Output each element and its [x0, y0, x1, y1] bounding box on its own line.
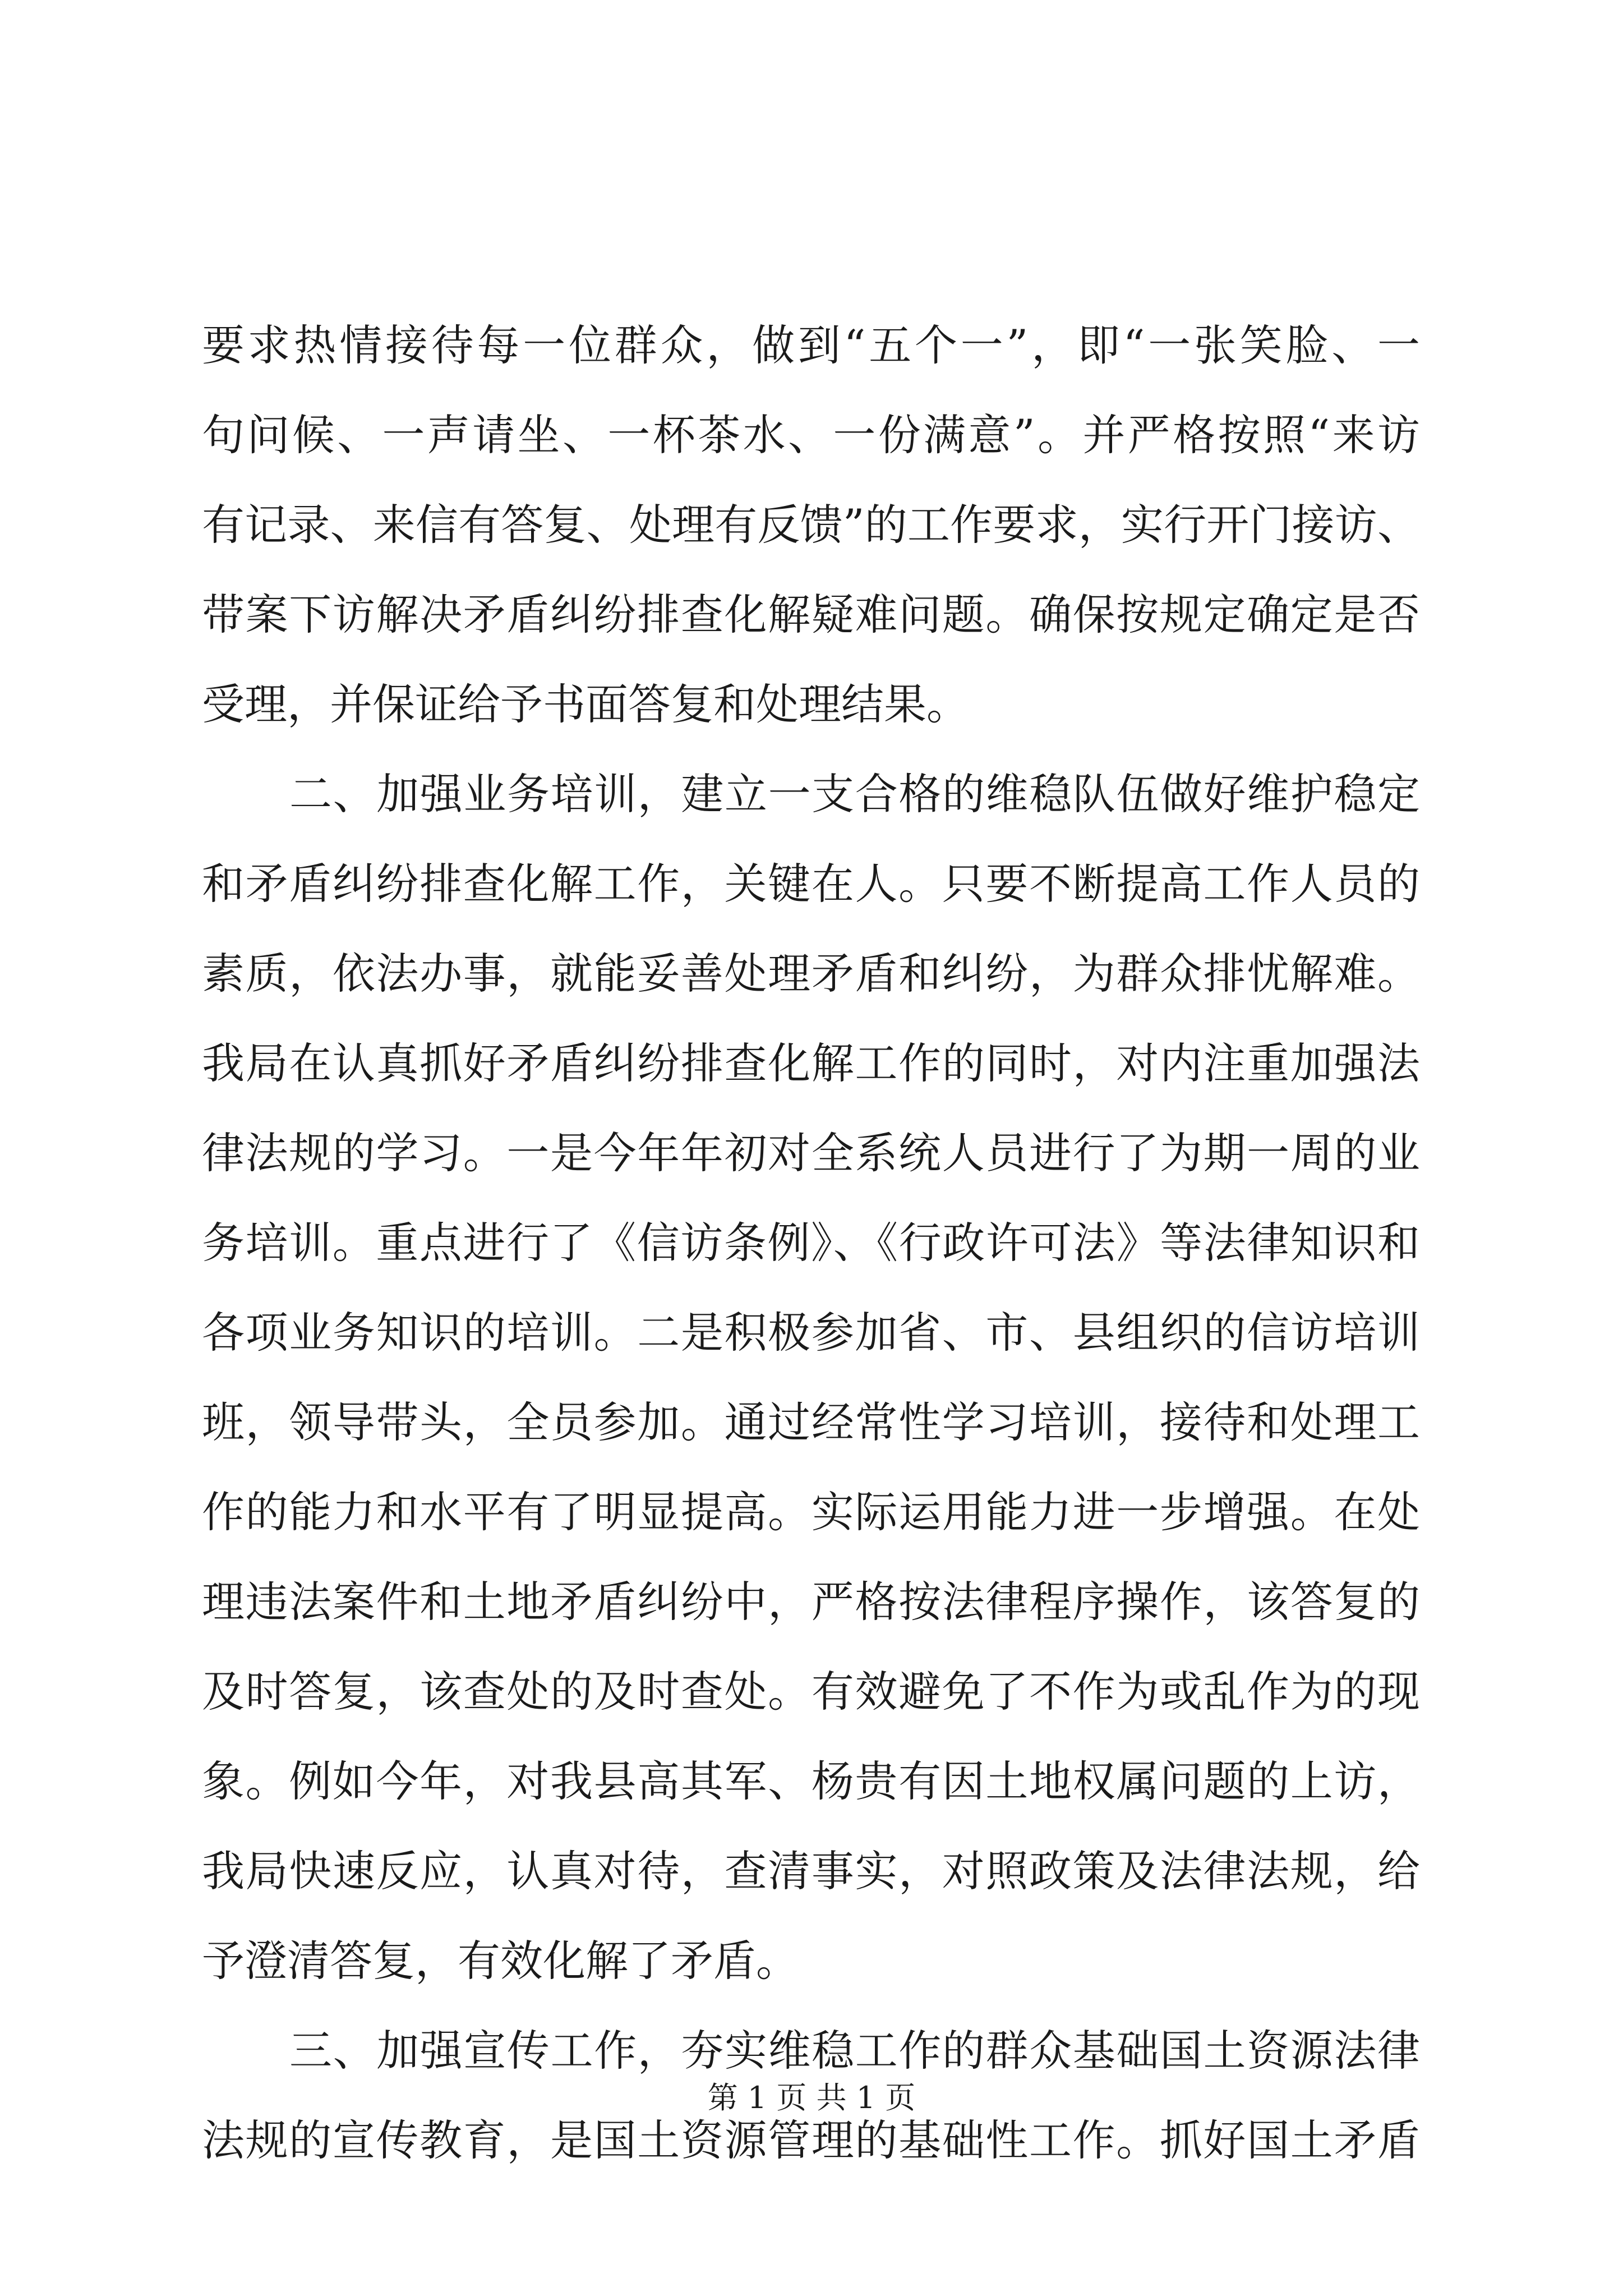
text-line: 务培训。重点进行了《信访条例》、《行政许可法》等法律知识和 [202, 1218, 1420, 1268]
text-line: 受理，并保证给予书面答复和处理结果。 [202, 679, 969, 729]
text-line: 理违法案件和土地矛盾纠纷中，严格按法律程序操作，该答复的 [202, 1577, 1420, 1627]
text-line: 作的能力和水平有了明显提高。实际运用能力进一步增强。在处 [202, 1487, 1420, 1537]
text-line: 班，领导带头，全员参加。通过经常性学习培训，接待和处理工 [202, 1397, 1420, 1447]
text-line: 三、加强宣传工作，夯实维稳工作的群众基础国土资源法律 [289, 2026, 1420, 2076]
text-line: 予澄清答复，有效化解了矛盾。 [202, 1936, 799, 1986]
text-line: 各项业务知识的培训。二是积极参加省、市、县组织的信访培训 [202, 1308, 1420, 1358]
text-line: 我局快速反应，认真对待，查清事实，对照政策及法律法规，给 [202, 1846, 1420, 1896]
text-line: 带案下访解决矛盾纠纷排查化解疑难问题。确保按规定确定是否 [202, 590, 1420, 639]
text-line: 法规的宣传教育，是国土资源管理的基础性工作。抓好国土矛盾 [202, 2115, 1420, 2165]
text-line: 象。例如今年，对我县高其军、杨贵有因土地权属问题的上访， [202, 1756, 1420, 1806]
text-line: 二、加强业务培训，建立一支合格的维稳队伍做好维护稳定 [289, 769, 1420, 819]
document-body [202, 301, 1420, 2185]
text-line: 我局在认真抓好矛盾纠纷排查化解工作的同时，对内注重加强法 [202, 1038, 1420, 1088]
text-line: 及时答复，该查处的及时查处。有效避免了不作为或乱作为的现 [202, 1667, 1420, 1717]
page-footer: 第 1 页 共 1 页 [707, 2080, 916, 2115]
text-line: 句问候、一声请坐、一杯茶水、一份满意”。并严格按照“来访 [202, 410, 1420, 460]
text-line: 要求热情接待每一位群众，做到“五个一”，即“一张笑脸、一 [202, 320, 1420, 370]
text-line: 有记录、来信有答复、处理有反馈”的工作要求，实行开门接访、 [202, 500, 1420, 550]
text-line: 素质，依法办事，就能妥善处理矛盾和纠纷，为群众排忧解难。 [202, 949, 1420, 999]
text-line: 律法规的学习。一是今年年初对全系统人员进行了为期一周的业 [202, 1128, 1420, 1178]
text-line: 和矛盾纠纷排查化解工作，关键在人。只要不断提高工作人员的 [202, 859, 1420, 909]
